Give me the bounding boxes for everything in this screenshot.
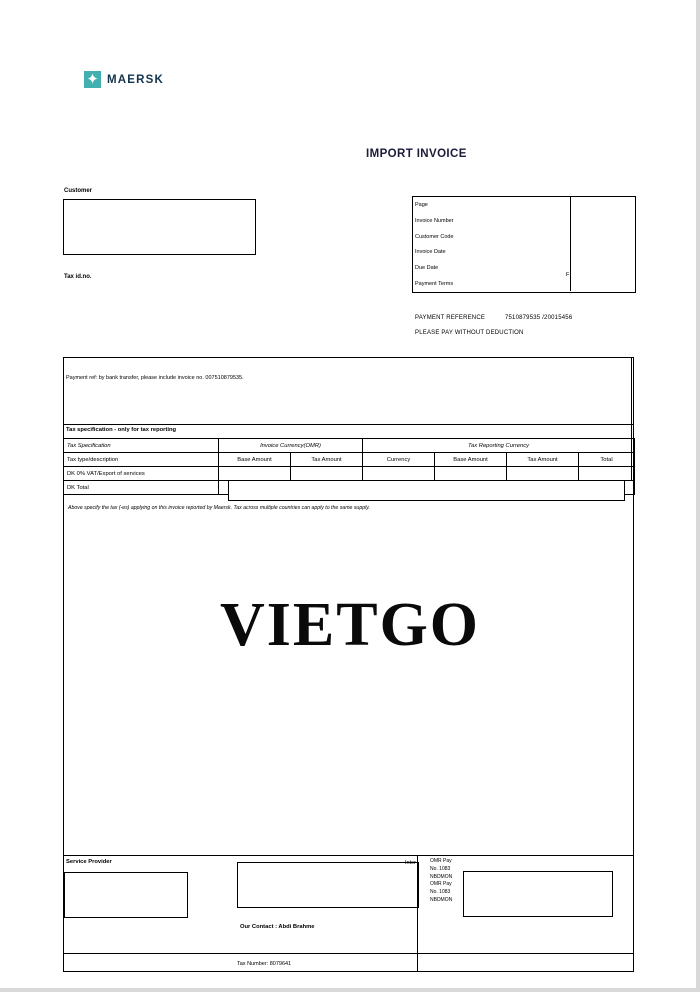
- meta-row: Due Date: [415, 265, 439, 272]
- payment-terms-value: F: [566, 272, 570, 278]
- meta-row: Page: [415, 202, 428, 208]
- footer-middle-box: [237, 862, 419, 908]
- payment-note: PLEASE PAY WITHOUT DEDUCTION: [415, 330, 524, 336]
- bank-transfer-note: Payment ref: by bank transfer, please include invoice no. 007510879535.: [66, 375, 244, 381]
- tax-row-rep-tax-amount: [507, 467, 579, 481]
- bank-detail-line: OMR Pay: [430, 858, 452, 864]
- meta-row: Payment Terms: [415, 280, 454, 287]
- meta-row: Invoice Date: [415, 249, 446, 256]
- customer-label: Customer: [64, 188, 93, 194]
- column-header: Currency: [363, 453, 435, 467]
- column-header: Tax type/description: [64, 453, 219, 467]
- tax-row-tax-amount: [291, 467, 363, 481]
- footer-vertical-divider: [417, 855, 418, 972]
- bottom-divider: [63, 953, 634, 954]
- tax-section-divider: [63, 424, 634, 425]
- tax-total-label: DK Total: [64, 481, 219, 495]
- table-row-group-headers: [64, 439, 635, 453]
- service-provider-box: [64, 872, 188, 918]
- bank-details-box: [463, 871, 613, 917]
- payment-reference: [415, 315, 572, 321]
- payment-reference-label: PAYMENT REFERENCE: [415, 315, 486, 321]
- page-edge-right: [696, 0, 700, 992]
- maersk-logo: [84, 71, 164, 88]
- tax-row-rep-base-amount: [435, 467, 507, 481]
- customer-tax-id-label: Tax id.no.: [64, 274, 92, 280]
- invoice-meta-labels: [415, 198, 565, 293]
- service-provider-label: Service Provider: [66, 859, 112, 865]
- customer-address-box: [63, 199, 256, 255]
- tax-row-base-amount: [219, 467, 291, 481]
- maersk-star-icon: [84, 71, 101, 88]
- brand-name: MAERSK: [107, 73, 165, 86]
- table-row: [64, 467, 635, 481]
- column-header: Base Amount: [435, 453, 507, 467]
- meta-row: Invoice Number: [415, 217, 454, 224]
- tax-number: Tax Number: 8079641: [237, 961, 292, 967]
- column-header: Total: [579, 453, 635, 467]
- tax-section-heading: Tax specification - only for tax reporting: [66, 427, 177, 433]
- page-title: IMPORT INVOICE: [366, 148, 467, 160]
- bank-detail-line: No. 1083: [430, 865, 451, 872]
- bank-detail-line: NBDMON: [430, 896, 453, 903]
- tax-row-currency: [363, 467, 435, 481]
- bank-detail-line: OMR Pay: [430, 881, 452, 888]
- bank-detail-line: NBDMON: [430, 873, 453, 880]
- reporting-currency-group-header: Tax Reporting Currency: [363, 439, 635, 453]
- footer-divider: [63, 855, 634, 856]
- bank-detail-line: No. 1083: [430, 889, 451, 896]
- amount-overlay-box: [228, 480, 625, 501]
- meta-row: Customer Code: [415, 233, 454, 240]
- tax-spec-group-header: Tax Specification: [64, 439, 219, 453]
- watermark: VIETGO: [219, 591, 481, 659]
- footer-inter-label: Inter: [405, 860, 417, 866]
- column-header: Base Amount: [219, 453, 291, 467]
- column-header: Tax Amount: [291, 453, 363, 467]
- tax-row-description: DK 0% VAT/Export of services: [64, 467, 219, 481]
- contact-line: Our Contact : Abdi Brahme: [240, 924, 315, 930]
- table-row-column-headers: [64, 453, 635, 467]
- payment-reference-value: 7510879535 /20015456: [504, 315, 573, 321]
- bank-details: [430, 858, 452, 905]
- invoice-currency-group-header: Invoice Currency(OMR): [219, 439, 363, 453]
- tax-footnote: Above specify the tax (-es) applying on this invoice reported by Maersk. Tax across multiple countries can apply to the same supply.: [68, 505, 370, 511]
- page-edge-bottom: [0, 988, 700, 992]
- star-glyph: ✦: [86, 70, 99, 88]
- column-header: Tax Amount: [507, 453, 579, 467]
- invoice-meta-values-box: [570, 196, 634, 291]
- tax-row-total: [579, 467, 635, 481]
